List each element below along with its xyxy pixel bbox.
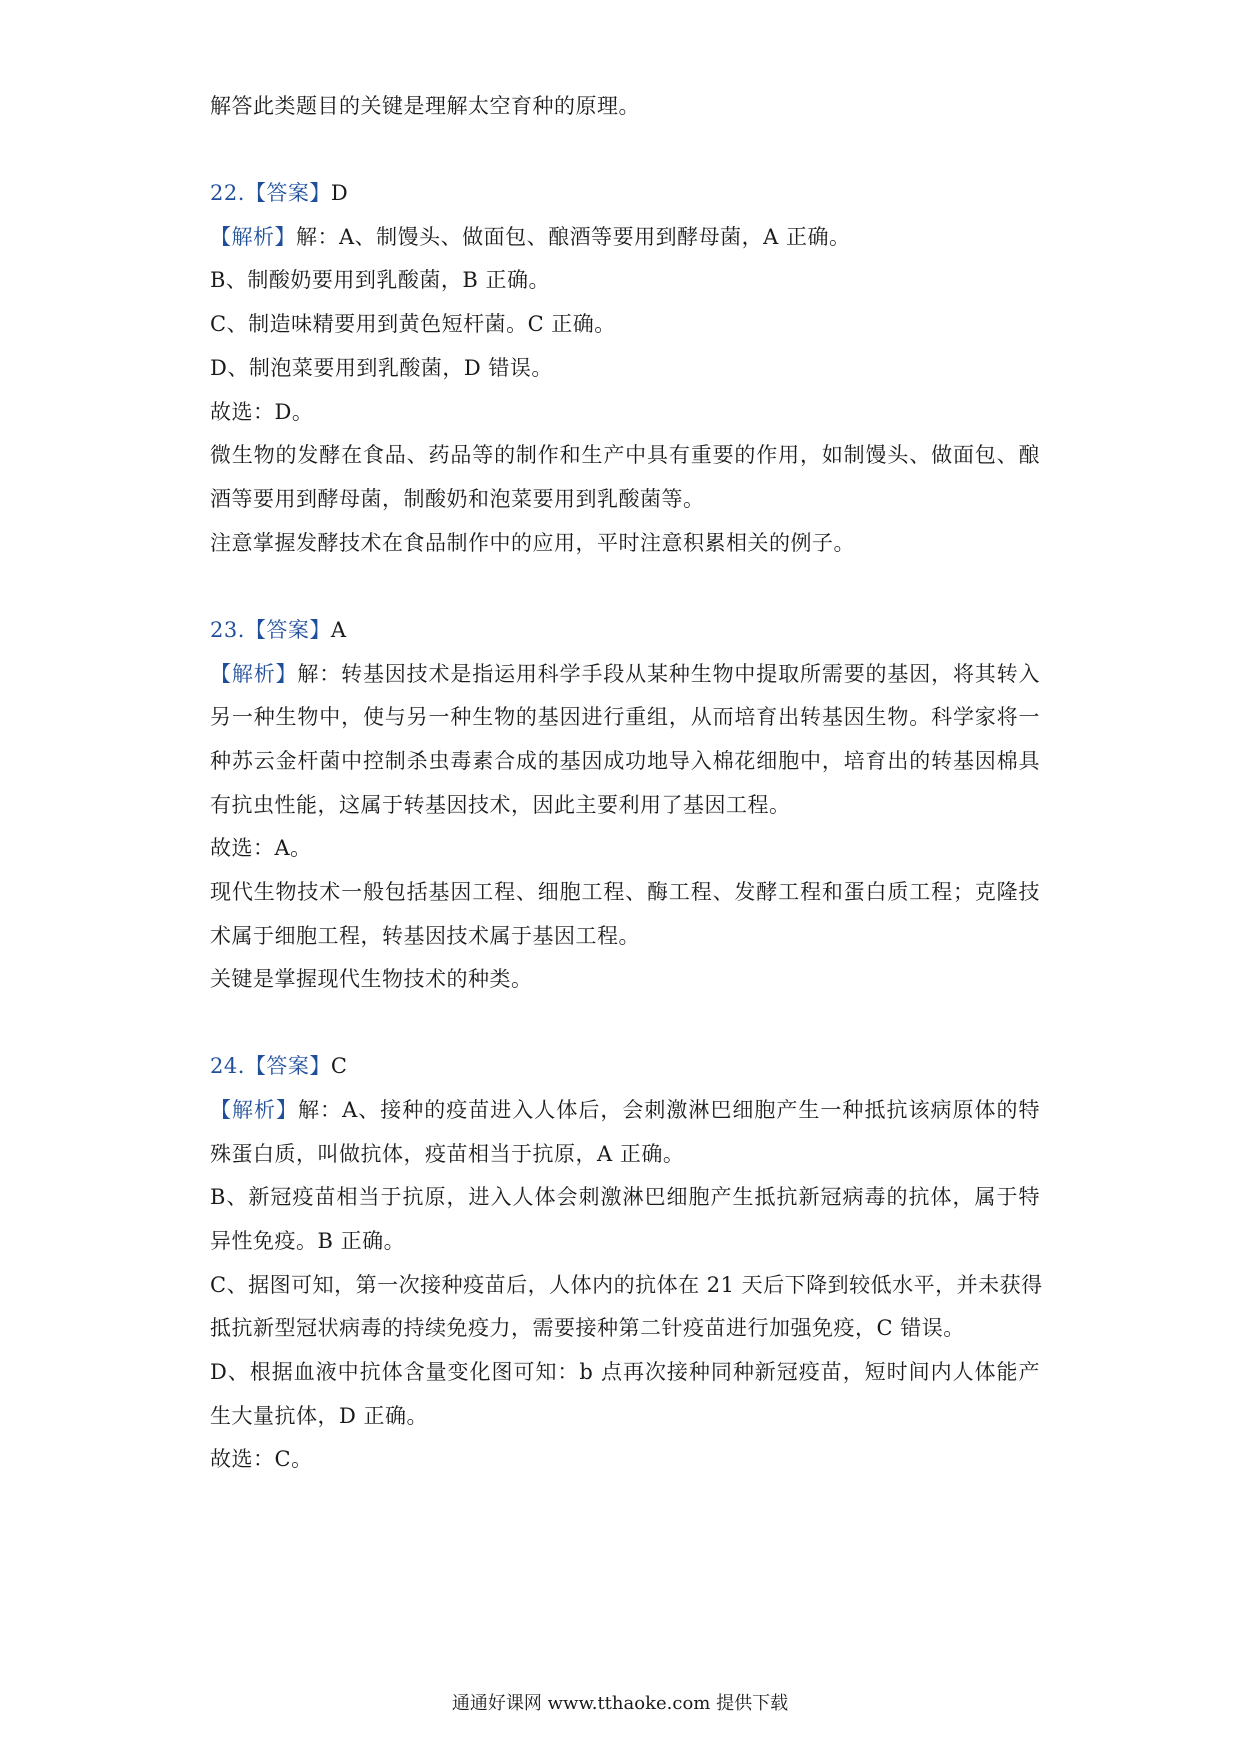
q24-text-5: C、据图可知，第一次接种疫苗后，人体内的抗体在 21 天后下降到较低水平，并未获得 [210, 1273, 1043, 1297]
q23-number: 23. [210, 618, 245, 642]
q22-text-2: B、制酸奶要用到乳酸菌，B 正确。 [210, 268, 551, 292]
q22-number: 22. [210, 181, 245, 205]
q24-answer: C [330, 1054, 348, 1078]
q24-text-6: 抵抗新型冠状病毒的持续免疫力，需要接种第二针疫苗进行加强免疫，C 错误。 [210, 1316, 965, 1340]
q23-text-2: 另一种生物中，使与另一种生物的基因进行重组，从而培育出转基因生物。科学家将一 [210, 705, 1040, 729]
q23-text-5: 故选：A。 [210, 836, 312, 860]
q23-text-1: 解：转基因技术是指运用科学手段从某种生物中提取所需要的基因，将其转入 [297, 662, 1040, 686]
intro-line: 解答此类题目的关键是理解太空育种的原理。 [210, 94, 640, 118]
q23-text-8: 关键是掌握现代生物技术的种类。 [210, 967, 533, 991]
q22-analysis-tag: 【解析】 [210, 225, 296, 249]
q22-answer-heading [210, 178, 348, 208]
page-footer: 通通好课网 www.tthaoke.com 提供下载 [451, 1693, 789, 1714]
q24-analysis-line-1 [210, 1095, 1040, 1125]
q24-text-1: 解：A、接种的疫苗进入人体后，会刺激淋巴细胞产生一种抵抗该病原体的特 [298, 1098, 1041, 1122]
q23-analysis-tag: 【解析】 [210, 662, 298, 686]
q24-analysis-tag: 【解析】 [210, 1098, 299, 1122]
q23-answer: A [330, 618, 347, 642]
q23-analysis-line-1 [210, 659, 1040, 689]
q23-text-3: 种苏云金杆菌中控制杀虫毒素合成的基因成功地导入棉花细胞中，培育出的转基因棉具 [210, 749, 1040, 773]
q22-text-6: 微生物的发酵在食品、药品等的制作和生产中具有重要的作用，如制馒头、做面包、酿 [210, 443, 1040, 467]
q24-text-7: D、根据血液中抗体含量变化图可知：b 点再次接种同种新冠疫苗，短时间内人体能产 [210, 1360, 1040, 1384]
q22-text-7: 酒等要用到酵母菌，制酸奶和泡菜要用到乳酸菌等。 [210, 487, 705, 511]
q23-text-4: 有抗虫性能，这属于转基因技术，因此主要利用了基因工程。 [210, 793, 791, 817]
q24-number: 24. [210, 1054, 245, 1078]
q22-answer: D [330, 181, 349, 205]
q22-text-3: C、制造味精要用到黄色短杆菌。C 正确。 [210, 312, 616, 336]
q23-answer-tag: 【答案】 [244, 618, 331, 642]
q23-text-6: 现代生物技术一般包括基因工程、细胞工程、酶工程、发酵工程和蛋白质工程；克隆技 [210, 880, 1040, 904]
q24-text-8: 生大量抗体，D 正确。 [210, 1404, 429, 1428]
q22-text-8: 注意掌握发酵技术在食品制作中的应用，平时注意积累相关的例子。 [210, 531, 855, 555]
q24-answer-tag: 【答案】 [244, 1054, 331, 1078]
q22-analysis-line-1 [210, 222, 851, 252]
q24-text-4: 异性免疫。B 正确。 [210, 1229, 406, 1253]
q23-text-7: 术属于细胞工程，转基因技术属于基因工程。 [210, 924, 640, 948]
q22-text-4: D、制泡菜要用到乳酸菌，D 错误。 [210, 356, 553, 380]
q22-text-5: 故选：D。 [210, 400, 314, 424]
q22-answer-tag: 【答案】 [244, 181, 331, 205]
q23-answer-heading [210, 615, 347, 645]
q24-text-2: 殊蛋白质，叫做抗体，疫苗相当于抗原，A 正确。 [210, 1142, 685, 1166]
q24-answer-heading [210, 1051, 347, 1081]
q24-text-9: 故选：C。 [210, 1447, 313, 1471]
q22-text-1: 解：A、制馒头、做面包、酿酒等要用到酵母菌，A 正确。 [296, 225, 851, 249]
q24-text-3: B、新冠疫苗相当于抗原，进入人体会刺激淋巴细胞产生抵抗新冠病毒的抗体，属于特 [210, 1185, 1040, 1209]
